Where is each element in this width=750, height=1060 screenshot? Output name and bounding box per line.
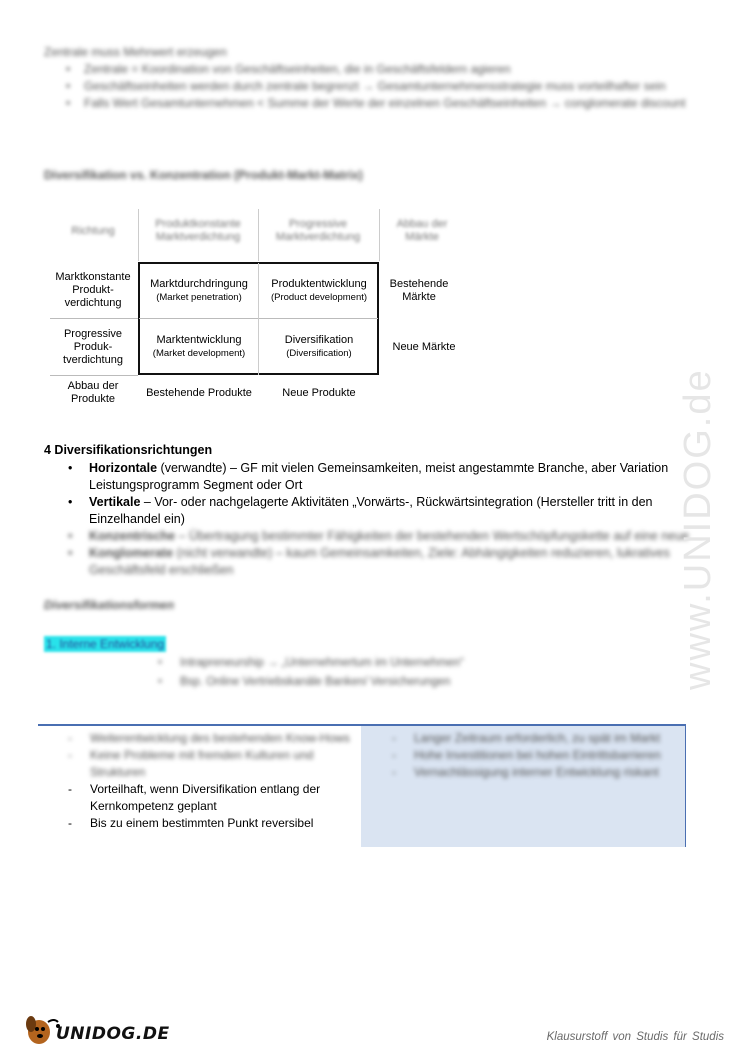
- pros-cons-table: [38, 702, 686, 847]
- direction-term: Konzentrische: [89, 529, 176, 543]
- logo-text: UNIDOG.DE: [56, 1024, 170, 1044]
- matrix-cell-sub: (Diversification): [286, 348, 352, 359]
- direction-item: [44, 494, 709, 528]
- direction-term: Vertikale: [89, 495, 141, 509]
- matrix-cell: [140, 320, 258, 374]
- direction-text: (nicht verwandte) – kaum Gemeinsamkeiten, Ziele: Abhängigkeiten reduzieren, lukratives Geschäftsfeld erschließen: [89, 546, 670, 577]
- pro-item: - Keine Probleme mit fremden Kulturen und Strukturen: [38, 747, 358, 781]
- unidog-logo: [22, 1012, 182, 1052]
- matrix-row-label: Abbau der Produkte: [67, 379, 119, 405]
- intro-heading: Zentrale muss Mehrwert erzeugen: [44, 45, 227, 59]
- matrix-bottom-label: Neue Produkte: [282, 386, 356, 399]
- matrix-cell: [140, 265, 258, 317]
- intro-bullet: • Zentrale = Koordination von Geschäftseinheiten, die in Geschäftsfeldern agieren: [44, 61, 704, 78]
- direction-item: [44, 528, 709, 545]
- matrix-cell-main: Diversifikation: [284, 334, 354, 346]
- diversification-directions: [44, 442, 709, 579]
- direction-term: Konglomerate: [89, 546, 174, 560]
- matrix-cell-main: Marktentwicklung: [156, 334, 242, 346]
- intro-bullet: • Geschäftseinheiten werden durch zentrale begrenzt → Gesamtunternehmensstrategie muss vorteilhafter sein: [44, 78, 704, 95]
- con-item: - Langer Zeitraum erforderlich, zu spät im Markt: [362, 730, 682, 747]
- product-market-matrix: [50, 205, 470, 410]
- highlighted-heading: 1. Interne Entwicklung: [46, 637, 165, 651]
- intro-bullet: • Falls Wert Gesamtunternehmen < Summe der Werte der einzelnen Geschäftseinheiten → conglomerate discount: [44, 95, 704, 112]
- pro-item: - Weiterentwicklung des bestehenden Know-Hows: [38, 730, 358, 747]
- direction-text: (verwandte) – GF mit vielen Gemeinsamkeiten, meist angestammte Branche, aber Variation Leistungsprogramm Segment oder Ort: [89, 461, 669, 492]
- pros-list: [38, 730, 358, 832]
- forms-sub-bullets: [180, 654, 464, 692]
- matrix-top-header: Richtung: [71, 224, 115, 237]
- matrix-cell-main: Produktentwicklung: [271, 278, 367, 290]
- matrix-top-header: Produktkonstante Marktverdichtung: [155, 218, 241, 243]
- matrix-top-header: Abbau der Märkte: [396, 218, 448, 243]
- direction-item: [44, 460, 709, 494]
- matrix-heading: Diversifikation vs. Konzentration (Produkt-Markt-Matrix): [44, 168, 363, 182]
- matrix-cell: [259, 320, 379, 374]
- matrix-cell-sub: (Market penetration): [156, 292, 242, 303]
- cons-list: [362, 730, 682, 781]
- forms-title: Diversifikationsformen: [44, 598, 175, 612]
- matrix-cell: [259, 265, 379, 317]
- direction-term: Horizontale: [89, 461, 158, 475]
- direction-text: – Übertragung bestimmter Fähigkeiten der bestehenden Wertschöpfungskette auf eine neue: [175, 529, 690, 543]
- direction-item: [44, 545, 709, 579]
- matrix-top-header: Progressive Marktverdichtung: [275, 218, 361, 243]
- matrix-right-label: Bestehende Märkte: [389, 278, 449, 303]
- matrix-cell-sub: (Product development): [270, 292, 368, 303]
- matrix-bottom-label: Bestehende Produkte: [146, 386, 252, 399]
- con-item: - Vernachlässigung interner Entwicklung riskant: [362, 764, 682, 781]
- matrix-row-label: Progressive Produk-tverdichtung: [63, 327, 123, 366]
- watermark-text: www.UNIDOG.de: [677, 368, 719, 690]
- matrix-cell-main: Marktdurchdringung: [150, 278, 248, 290]
- con-item: - Hohe Investitionen bei hohen Eintrittsbarrieren: [362, 747, 682, 764]
- pro-item: - Vorteilhaft, wenn Diversifikation entlang der Kernkompetenz geplant: [38, 781, 358, 815]
- list-item: • Intrapreneurship → „Unternehmertum im Unternehmen“: [180, 654, 464, 673]
- watermark: [640, 300, 750, 700]
- section-title: 4 Diversifikationsrichtungen: [44, 443, 213, 457]
- list-item: • Bsp. Online Vertriebskanäle Banken/ Versicherungen: [180, 673, 464, 692]
- matrix-row-label: Marktkonstante Produkt-verdichtung: [55, 271, 131, 309]
- footer-tagline: Klausurstoff von Studis für Studis: [546, 1031, 724, 1043]
- direction-text: – Vor- oder nachgelagerte Aktivitäten „Vorwärts-, Rückwärtsintegration (Hersteller tritt in den Einzelhandel ein): [89, 495, 653, 526]
- pro-item: - Bis zu einem bestimmten Punkt reversibel: [38, 815, 358, 832]
- matrix-right-label: Neue Märkte: [392, 340, 456, 353]
- matrix-cell-sub: (Market development): [152, 348, 246, 359]
- intro-section: [44, 44, 704, 112]
